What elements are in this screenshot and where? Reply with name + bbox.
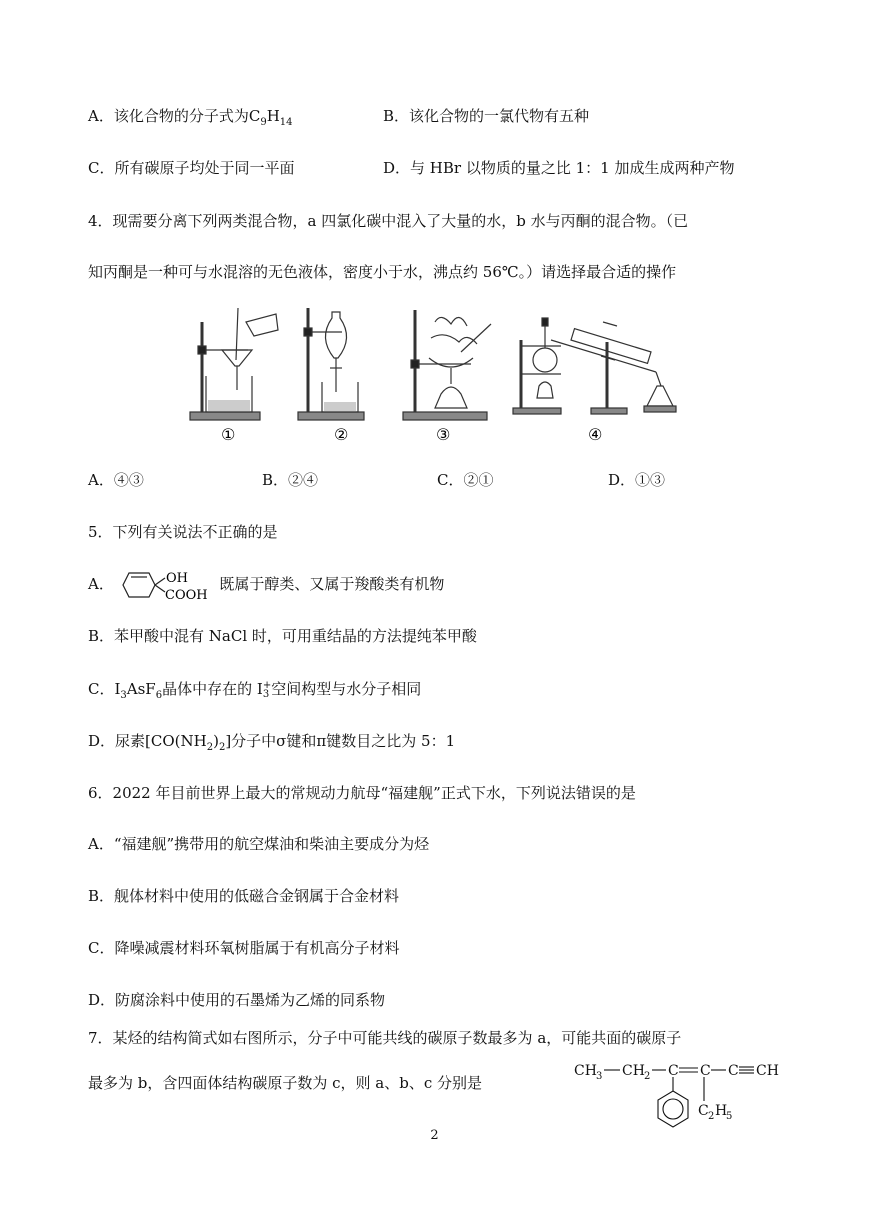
svg-text:H: H <box>715 1103 728 1119</box>
svg-text:C: C <box>668 1063 679 1079</box>
svg-text:5: 5 <box>726 1111 733 1122</box>
svg-text:C: C <box>700 1063 711 1079</box>
q6-option-d: D．防腐涂料中使用的石墨烯为乙烯的同系物 <box>88 991 386 1009</box>
q3-option-b: B．该化合物的一氯代物有五种 <box>383 107 590 125</box>
svg-text:CH: CH <box>574 1063 597 1079</box>
q5-option-b: B．苯甲酸中混有 NaCl 时，可用重结晶的方法提纯苯甲酸 <box>88 627 477 645</box>
q4-option-c: C．②① <box>437 471 494 489</box>
q6-option-a: A．“福建舰”携带用的航空煤油和柴油主要成分为烃 <box>88 835 430 853</box>
page-number: 2 <box>430 1128 439 1143</box>
q3-option-c: C．所有碳原子均处于同一平面 <box>88 159 295 177</box>
q3-option-d: D．与 HBr 以物质的量之比 1：1 加成生成两种产物 <box>383 159 735 177</box>
apparatus-label-3: ③ <box>436 425 451 444</box>
q4-option-b: B．②④ <box>262 471 319 489</box>
q7-stem-line1: 7．某烃的结构简式如右图所示，分子中可能共线的碳原子数最多为 a，可能共面的碳原子 <box>88 1029 682 1047</box>
q4-option-d: D．①③ <box>608 471 666 489</box>
q5-option-a: A． OH COOH 既属于醇类、又属于羧酸类有机物 <box>88 566 444 602</box>
filtration-apparatus <box>190 308 278 420</box>
svg-text:3: 3 <box>596 1071 603 1082</box>
q5-option-c: C．$I_3AsF_6$晶体中存在的 I + 3 空间构型与水分子相同 <box>88 680 422 701</box>
apparatus-label-4: ④ <box>588 425 603 444</box>
svg-text:CH: CH <box>622 1063 645 1079</box>
svg-text:OH: OH <box>165 571 188 586</box>
svg-text:C: C <box>728 1063 739 1079</box>
q3-option-a: A．该化合物的分子式为$C_9H_{14}$ <box>88 107 293 128</box>
q6-option-c: C．降噪减震材料环氧树脂属于有机高分子材料 <box>88 939 400 957</box>
apparatus-label-1: ① <box>221 425 236 444</box>
svg-text:C: C <box>698 1103 709 1119</box>
svg-text:COOH: COOH <box>164 588 208 603</box>
q5-stem: 5．下列有关说法不正确的是 <box>88 523 278 541</box>
apparatus-figure <box>186 302 686 452</box>
apparatus-label-2: ② <box>334 425 349 444</box>
q4-stem-line1: 4．现需要分离下列两类混合物，a 四氯化碳中混入了大量的水，b 水与丙酮的混合物。（已 <box>88 212 689 230</box>
evaporation-apparatus <box>403 310 491 420</box>
q6-stem: 6．2022 年目前世界上最大的常规动力航母“福建舰”正式下水，下列说法错误的是 <box>88 784 636 802</box>
svg-text:2: 2 <box>708 1111 715 1122</box>
q4-stem-line2: 知丙酮是一种可与水混溶的无色液体，密度小于水，沸点约 56℃。）请选择最合适的操作 <box>88 263 677 281</box>
cyclohexadiene-structure <box>119 567 215 603</box>
q5-option-d: D．尿素$[CO(NH_2)_2]$分子中σ键和π键数目之比为 5：1 <box>88 732 456 753</box>
q7-stem-line2: 最多为 b，含四面体结构碳原子数为 c，则 a、b、c 分别是 <box>88 1074 483 1092</box>
distillation-apparatus <box>513 318 676 414</box>
svg-text:CH: CH <box>756 1063 779 1079</box>
q6-option-b: B．舰体材料中使用的低磁合金钢属于合金材料 <box>88 887 400 905</box>
q4-option-a: A．④③ <box>88 471 144 489</box>
svg-text:2: 2 <box>644 1071 651 1082</box>
separatory-funnel-apparatus <box>298 308 364 420</box>
